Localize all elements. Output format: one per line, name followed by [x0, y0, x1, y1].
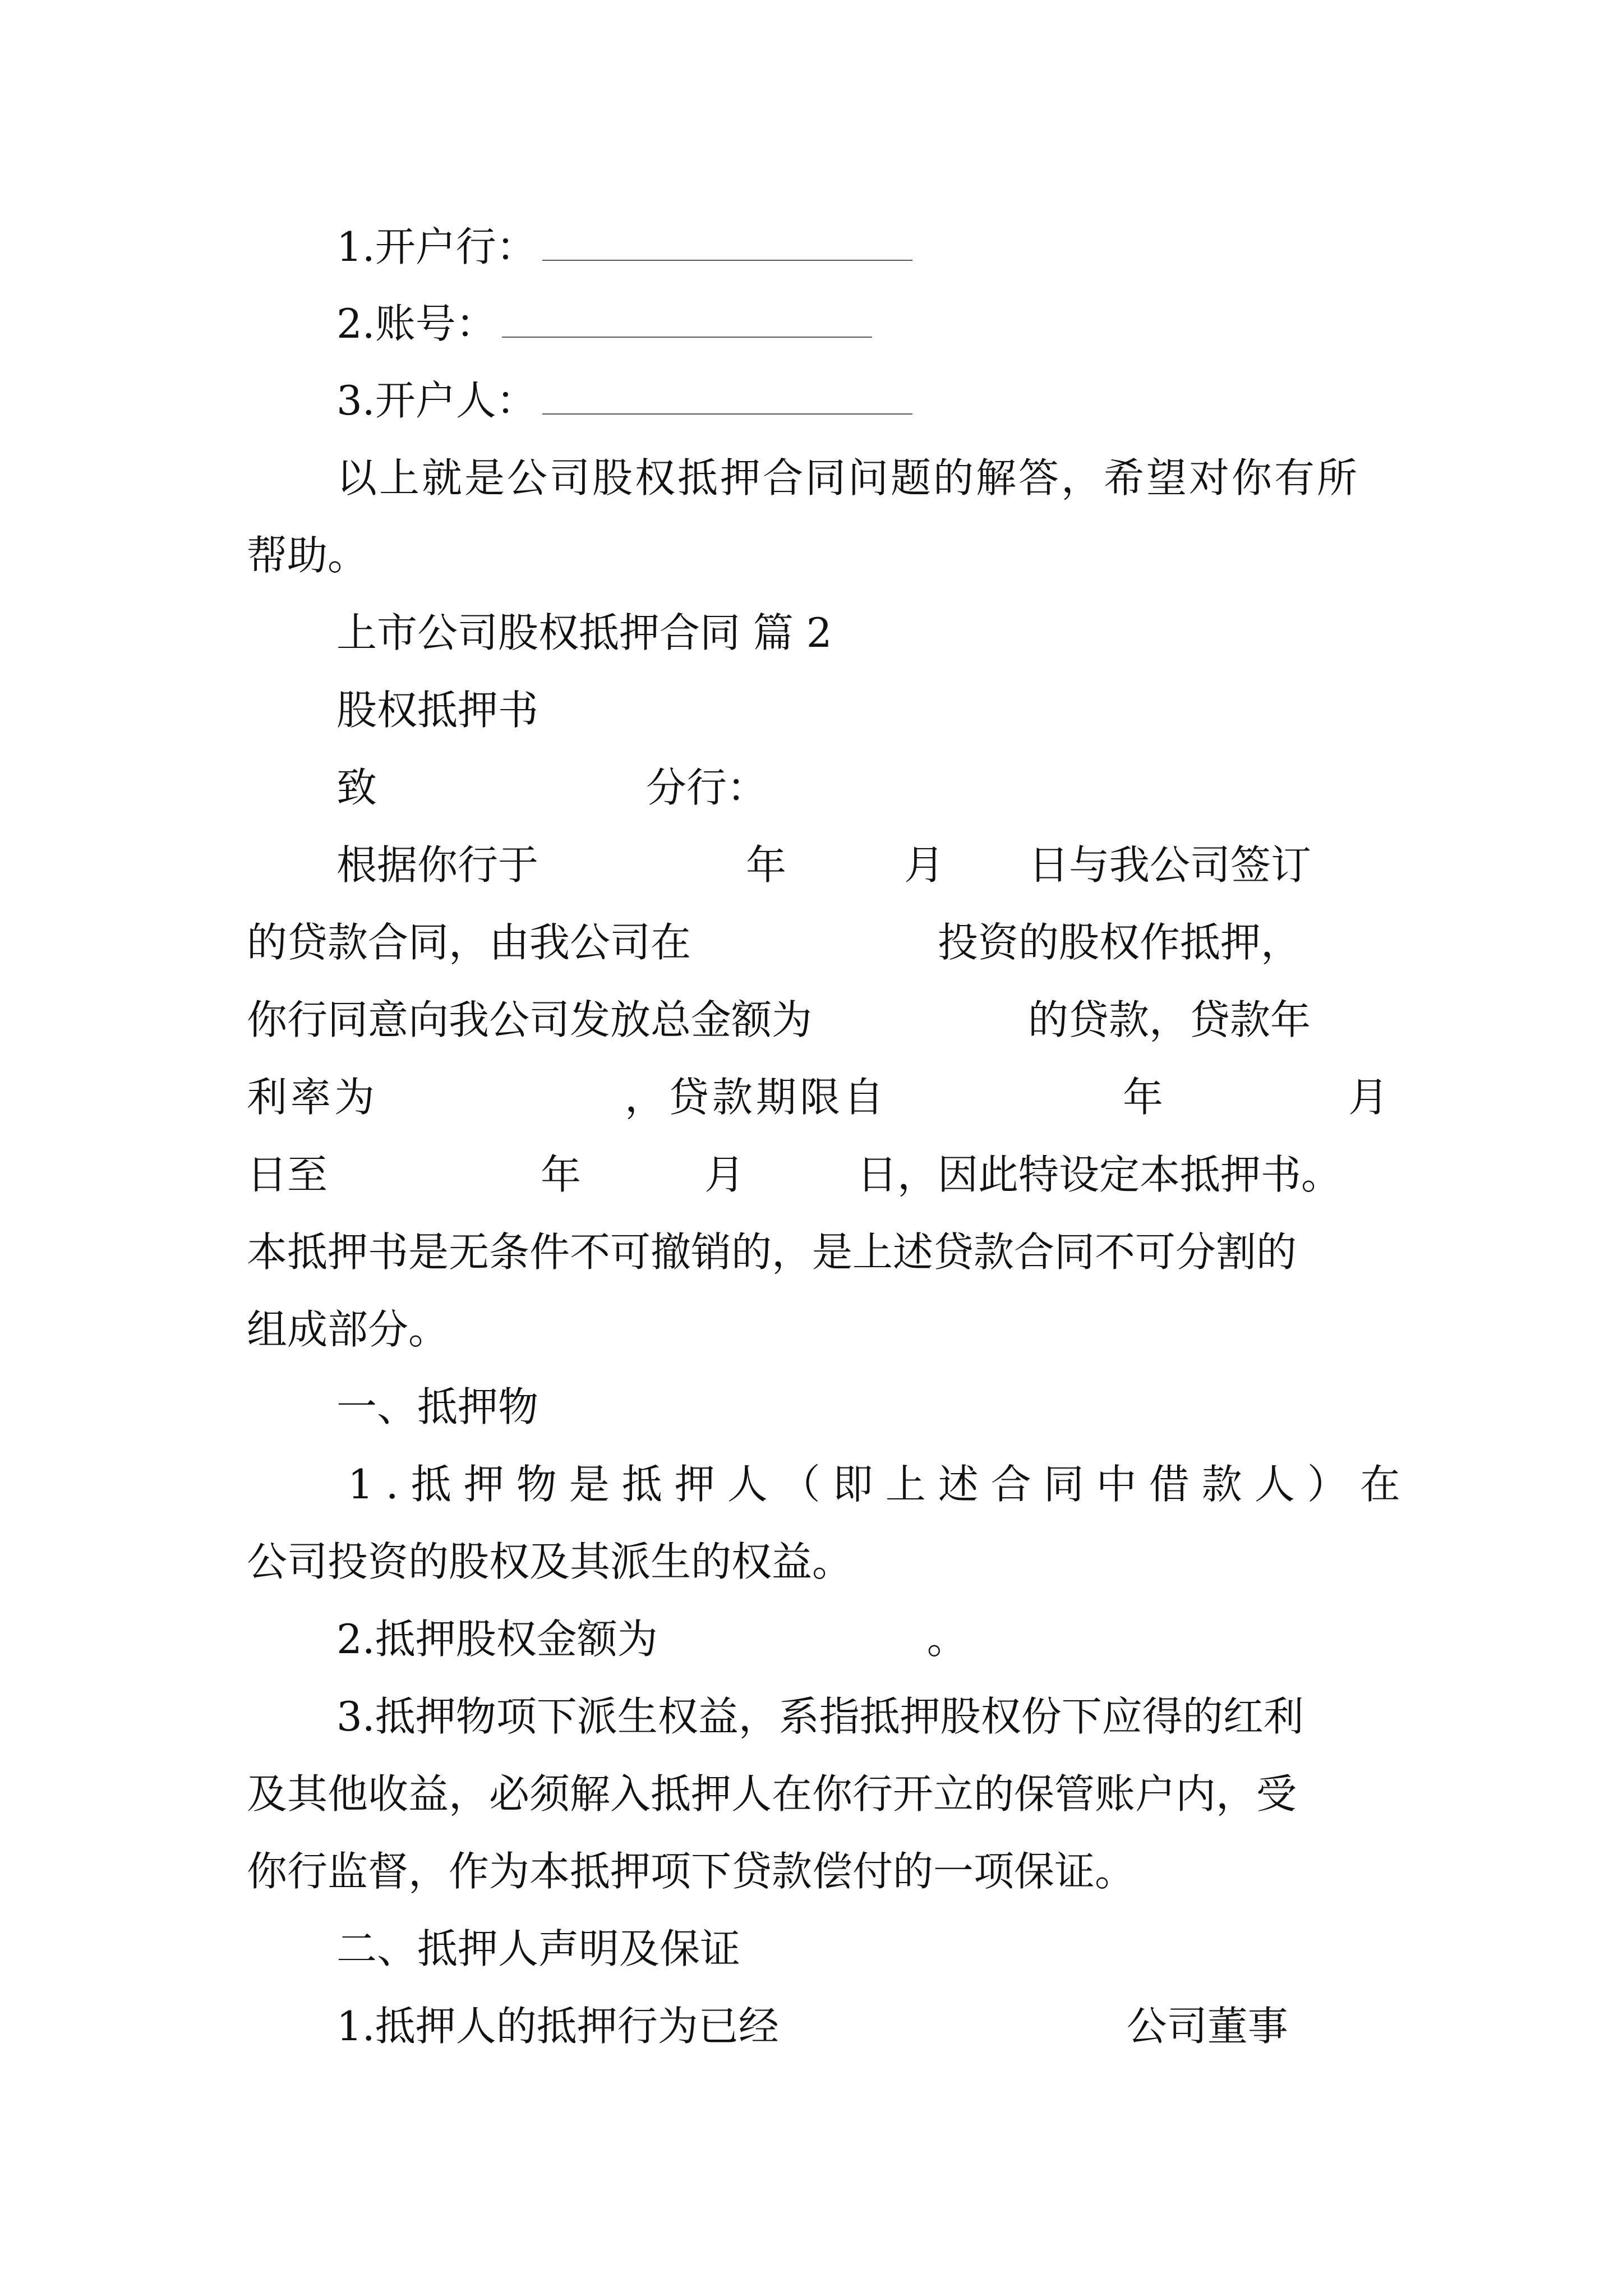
body-line-7	[247, 1301, 449, 1358]
collateral-item-1-line-1	[348, 1456, 1413, 1512]
body-text: 你行监督，作为本抵押项下贷款偿付的一项保证。	[247, 1848, 1136, 1895]
body-text: 年	[746, 841, 787, 889]
closing-text-1: 以上就是公司股权抵押合同问题的解答，希望对你有所	[336, 454, 1360, 501]
body-text: 本抵押书是无条件不可撤销的，是上述贷款合同不可分割的	[247, 1228, 1297, 1276]
body-line-1	[336, 837, 1311, 893]
body-text: 利率为	[247, 1074, 379, 1121]
body-text: 公司董事	[1126, 2003, 1288, 2050]
body-text: 投资的股权作抵押，	[938, 919, 1302, 966]
body-text: 及其他收益，必须解入抵押人在你行开立的保管账户内，受	[247, 1770, 1297, 1818]
collateral-heading	[336, 1379, 538, 1435]
body-text: 3.抵押物项下派生权益，系指抵押股权份下应得的红利	[336, 1693, 1304, 1740]
doc-title	[336, 682, 538, 738]
body-text: 的贷款，贷款年	[1028, 996, 1311, 1043]
body-text: 日与我公司签订	[1029, 841, 1312, 889]
body-line-2	[247, 914, 1301, 970]
declaration-heading	[336, 1921, 740, 1977]
bank-blank	[542, 219, 912, 261]
declaration-heading-text: 二、抵押人声明及保证	[336, 1925, 741, 1972]
closing-text-2: 帮助。	[247, 532, 368, 579]
account-number-blank	[502, 296, 872, 338]
body-text: 月	[1348, 1074, 1389, 1121]
body-line-5	[247, 1147, 1341, 1203]
body-text: 月	[904, 841, 945, 889]
closing-line-1	[336, 450, 1391, 506]
body-text: 。	[926, 1616, 967, 1663]
body-text: 1.抵押物是抵押人（即上述合同中借款人）在	[348, 1461, 1413, 1508]
collateral-item-1-line-2	[247, 1534, 852, 1590]
declaration-item-1	[336, 1998, 1288, 2054]
body-text: 你行同意向我公司发放总金额为	[247, 996, 813, 1043]
account-holder-line	[336, 372, 912, 429]
body-text: 1.抵押人的抵押行为已经	[336, 2003, 779, 2050]
collateral-item-3-line-2	[247, 1766, 1297, 1822]
doc-title-text: 股权抵押书	[336, 687, 539, 734]
closing-line-2	[247, 527, 368, 583]
addressee-suffix: 分行：	[646, 764, 768, 811]
addressee-line	[336, 760, 767, 816]
collateral-heading-text: 一、抵押物	[336, 1383, 539, 1430]
account-holder-label: 3.开户人：	[336, 377, 537, 424]
collateral-item-3-line-3	[247, 1843, 1135, 1899]
bank-label: 1.开户行：	[336, 223, 537, 270]
body-text: 月	[704, 1151, 745, 1198]
body-text: 公司投资的股权及其派生的权益。	[247, 1538, 853, 1585]
collateral-item-2	[336, 1611, 967, 1667]
body-text: 的贷款合同，由我公司在	[247, 919, 691, 966]
body-text: 年	[1123, 1074, 1164, 1121]
body-line-3	[247, 992, 1311, 1048]
body-text: 2.抵押股权金额为	[336, 1616, 658, 1663]
body-text: 根据你行于	[336, 841, 539, 889]
collateral-item-3-line-1	[336, 1688, 1304, 1745]
body-line-6	[247, 1224, 1297, 1280]
addressee-prefix: 致	[336, 764, 377, 811]
body-text: 年	[541, 1151, 582, 1198]
account-holder-blank	[542, 373, 912, 415]
section-heading	[336, 605, 832, 661]
account-number-label: 2.账号：	[336, 300, 496, 347]
bank-line	[336, 219, 912, 275]
body-text: 日至	[247, 1151, 328, 1198]
body-text: 日，因此特设定本抵押书。	[857, 1151, 1342, 1198]
section-heading-text: 上市公司股权抵押合同 篇 2	[336, 609, 832, 656]
body-text: 组成部分。	[247, 1306, 449, 1353]
account-number-line	[336, 296, 872, 352]
body-line-4	[247, 1069, 1389, 1125]
body-text: ，贷款期限自	[625, 1074, 888, 1121]
